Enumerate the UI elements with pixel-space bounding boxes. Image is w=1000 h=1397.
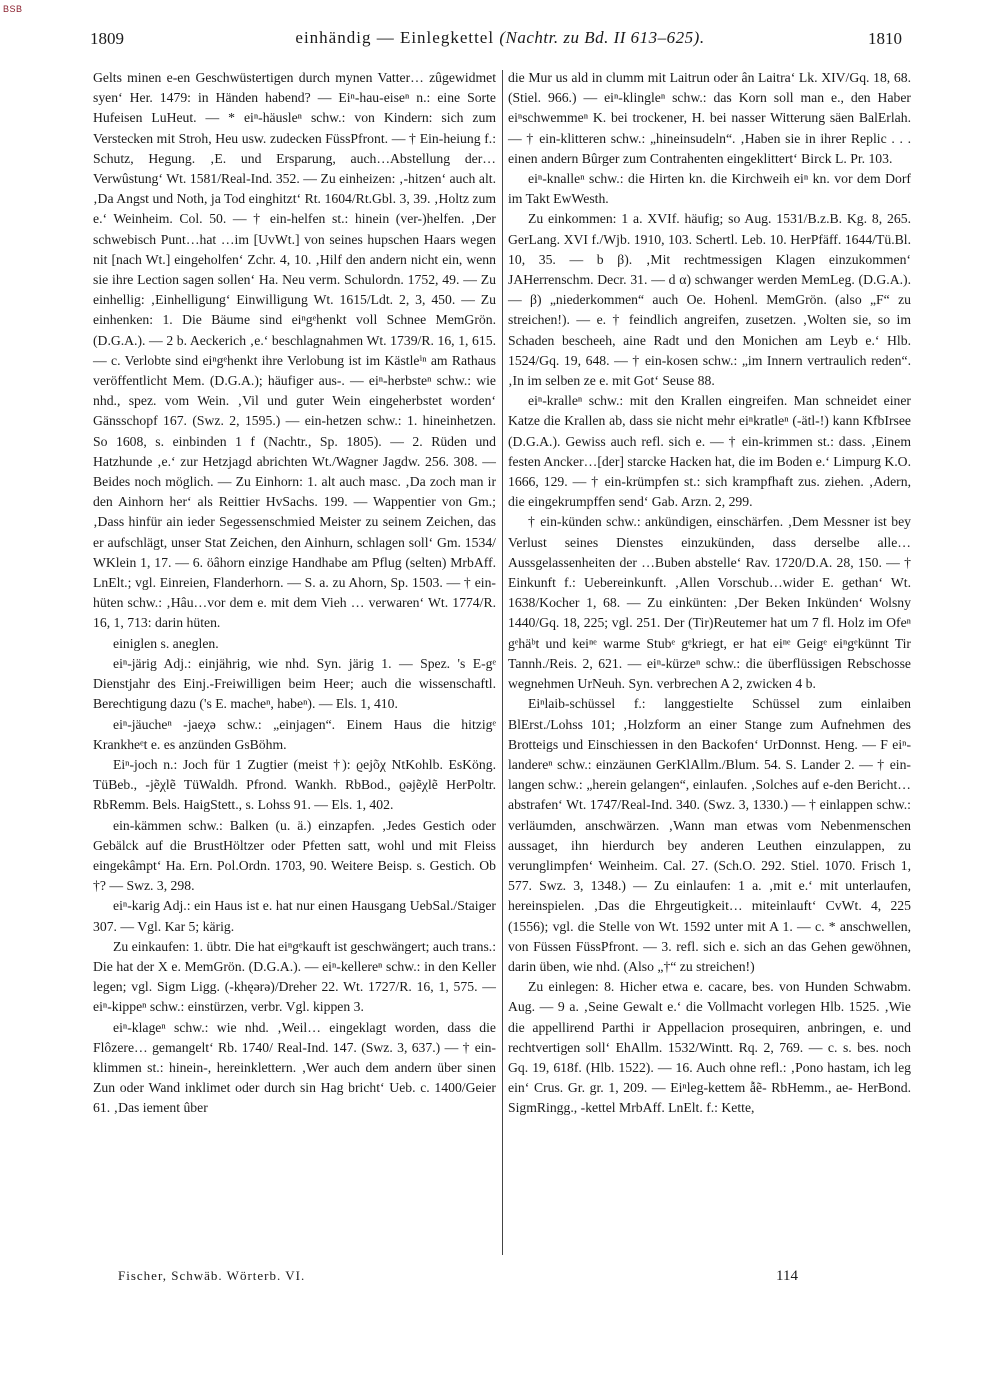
entry-paragraph: eiⁿ-järig Adj.: einjährig, wie nhd. Syn. järig 1. — Spez. 's E-gᵉ Dienstjahr des Einj.-Freiwilligen beim Heer; auch die wissenschaftl. Berechtigung dazu ('s E. macheⁿ, habeⁿ). — Els. 1, 410. xyxy=(93,655,496,712)
entry-paragraph: Eiⁿ-joch n.: Joch für 1 Zugtier (meist †): ϱejõχ NtKohlb. EsKöng. TüBeb., -jẽχlẽ TüWaldh. Pfrond. Wankh. RbBod., ϱəjẽχlẽ HerPoltr. RbRemm. Bels. HaigStett., s. Lohss 91. — Els. 1, 402. xyxy=(93,756,496,813)
right-page-number: 1810 xyxy=(868,29,902,48)
entry-paragraph: ein-kämmen schw.: Balken (u. ä.) einzapfen. ‚Jedes Gestich oder Gebälck auf die BrustHöltzer oder Pfetten satt, wohl und mit Fleiss eingekâmpt‘ Ha. Ern. Pol.Ordn. 1703, 90. Weitere Beisp. s. Gestich. Ob †? — Swz. 3, 298. xyxy=(93,817,496,894)
running-head-main: einhändig — Einlegkettel xyxy=(295,28,495,47)
entry-paragraph: eiⁿ-knalleⁿ schw.: die Hirten kn. die Kirchweih eiⁿ kn. vor dem Dorf im Takt EwWesth. xyxy=(508,171,911,207)
entry-paragraph: eiⁿ-klageⁿ schw.: wie nhd. ‚Weil… eingeklagt worden, dass die Flôzere… gemangelt‘ Rb. 1740/ Real-Ind. 147. (Swz. 3, 637.) — † ein-klimmen st.: hinein-, hereinklettern. ‚Wer auch dem andern über sinen Zun oder Wand inklimet oder durch sin Hag bricht‘ Ueb. c. 1400/Geier 61. ‚Das iement ûber xyxy=(93,1019,496,1116)
entry-paragraph: eiⁿ-jäucheⁿ -jaeχə schw.: „einjagen“. Einem Haus die hitzigᵉ Krankheᵉt e. es anzünden GsBöhm. xyxy=(93,716,496,752)
entry-paragraph: † ein-künden schw.: ankündigen, einschärfen. ‚Dem Messner ist bey Verlust seines Dienstes einzukünden, dass derselbe alle… Aussgelassenheiten der …Buben abstelle‘ Rav. 1720/D.A. 28, 150. — † Einkunft f.: Uebereinkunft. ‚Allen Vorschub…wider E. gethan‘ Wt. 1638/Kocher 1, 68. — Zu einkünten: ‚Der Beken Inkünden‘ Wolsny 1440/Gq. 18, 225; vgl. 251. Der (Tir)Reutemer hat um 7 fl. Holz im Ofeⁿ gᵉhäᵇt und keiⁿᵉ warme Stubᵉ gᵉkriegt, er hat eiⁿᵉ Geigᵉ eiⁿgᵉkünnt Tir Tannh./Reis. 2, 621. — eiⁿ-kürzeⁿ schw.: die überflüssigen Rebschosse wegnehmen UrNeuh. Syn. verbrechen A 2, zwicken 4 b. xyxy=(508,514,911,692)
entry-paragraph: die Mur us ald in clumm mit Laitrun oder ân Laitra‘ Lk. XIV/Gq. 18, 68. (Stiel. 966.) — eiⁿ-klingleⁿ schw.: das Korn soll man e., den Haber eiⁿschwemmeⁿ K. bei trockener, H. bei nasser Witterung säen BalErlah. — † ein-klitteren schw.: „hineinsudeln“. ‚Haben sie in ihrer Replic . . . einen andern Bûrger zum Contrahenten eingeklittert‘ Birck L. Pr. 103. xyxy=(508,70,911,166)
entry-paragraph: Zu einkommen: 1 a. XVIf. häufig; so Aug. 1531/B.z.B. Kg. 8, 265. GerLang. XVI f./Wjb. 1910, 103. Schertl. Leb. 10. HerPfäff. 1644/Tü.Bl. 10, 35. — b β). ‚Mit rechtmessigen Klagen einzukommen‘ JAHerrenschm. Decr. 31. — d α) schwanger werden MemLeg. (D.G.A.). — β) „niederkommen“ auch Oe. Hohenl. MemGrön. (also „F“ zu streichen!). — e. † feindlich angreifen, zusetzen. ‚Wolten sie, so im Schaden bescheeh, aine Radt und den Monichen am Leyb e.‘ Hlb. 1524/Gq. 19, 648. — † ein-kosen schw.: „im Innern vertraulich reden“. ‚In im selben ze e. mit Got‘ Seuse 88. xyxy=(508,211,911,389)
running-head xyxy=(0,28,1000,48)
entry-paragraph: eiⁿ-karig Adj.: ein Haus ist e. hat nur einen Hausgang UebSal./Staiger 307. — Vgl. Kar 5; kärig. xyxy=(93,898,496,934)
left-page-number: 1809 xyxy=(90,29,124,48)
entry-paragraph: einiglen s. aneglen. xyxy=(113,635,219,651)
entry-paragraph: eiⁿ-kralleⁿ schw.: mit den Krallen eingreifen. Man schneidet einer Katze die Krallen ab, dass sie nicht mehr eiⁿkratleⁿ (-ätl-!) kann KfbIrsee (D.G.A.). Gewiss auch refl. sich e. — † ein-krimmen st.: dass. ‚Einem festen Ancker…[der] starcke Hacken hat, die im Boden e.‘ Limpurg K.O. 1666, 129. — † ein-krümpfen st.: sich krampfhaft zus. ziehen. ‚Adern, die eingekrumpffen send‘ Gab. Arzn. 2, 299. xyxy=(508,393,911,510)
right-column xyxy=(508,68,911,1119)
column-divider xyxy=(502,70,503,1255)
footer-sheet-number: 114 xyxy=(776,1268,798,1284)
running-head-italic: (Nachtr. zu Bd. II 613–625). xyxy=(499,28,705,47)
library-stamp: BSB xyxy=(3,4,23,14)
entry-paragraph: Zu einlegen: 8. Hicher etwa e. cacare, bes. von Hunden Schwabm. Aug. — 9 a. ‚Seine Gewalt e.‘ die Vollmacht vorlegen Hlb. 1525. ‚Wie die appellirend Parthi ir Appellacion prosequiren, anbringen, e. und rechtvertigen soll‘ EhAllm. 1532/Wintt. Rq. 2, 769. — c. s. bes. noch Gq. 19, 618f. (Hlb. 1522). — 16. Auch ohne refl.: ‚Pono hastam, ich leg ein‘ Crus. Gr. gr. 1, 209. — Eiⁿleg-kettem ẫẽ- RbHemm., ae- HerBond. SigmRingg., -kettel MrbAff. LnElt. f.: Kette, xyxy=(508,979,911,1116)
left-column xyxy=(93,68,496,1119)
entry-paragraph: Eiⁿlaib-schüssel f.: langgestielte Schüssel zum einlaiben BlErst./Lohss 101; ‚Holzform an einer Stange zum Aufnehmen des Brotteigs und Einschiessen in den Backofen‘ UrDonnst. Heng. — F eiⁿ-landereⁿ schw.: einzäunen GerKlAllm./Blum. 54. S. Lander 2. — † ein-langen schw.: „herein gelangen“, einlaufen. ‚Solches auf e-den Bericht… abstrafen‘ Wt. 1747/Real-Ind. 340. (Swz. 3, 1330.) — † einlappen schw.: verläumden, anschwärzen. ‚Wann man etwas vom Nebenmenschen aussaget, ihn hierdurch bey anderen Leuthen einzulappen, zu verunglimpfen‘ Weinheim. Cal. 27. (Sch.O. 292. Stiel. 1070. Frisch 1, 577. Swz. 3, 1348.) — Zu einlaufen: 1 a. ‚mit e.‘ mit unterlaufen, hereinspielen. ‚Das die Ehrgeutigkeit… miteinlauft‘ CvWt. 4, 225 (1556); vgl. die Stelle von Wt. 1592 unter mit A 1. — c. * anschwellen, von Füssen FüssPfront. — 3. refl. sich e. sich an das Gehen gewöhnen, darin üben, wie nhd. (Also „†“ zu streichen!) xyxy=(508,696,911,974)
entry-paragraph: Zu einkaufen: 1. übtr. Die hat eiⁿgᵉkauft ist geschwängert; auch trans.: Die hat der X e. MemGrön. (D.G.A.). — eiⁿ-kellereⁿ schw.: in den Keller legen; vgl. Sigm Ligg. (-khęərə)/Dreher 22. Wt. 1727/R. 16, 1, 575. — eiⁿ-kippeⁿ schw.: einstürzen, verbr. Vgl. kippen 3. xyxy=(93,938,496,1015)
footer-publication: Fischer, Schwäb. Wörterb. VI. xyxy=(118,1268,306,1283)
entry-paragraph: Gelts minen e-en Geschwüstertigen durch mynen Vatter… zûgewidmet syen‘ Her. 1479: in Händen habend? — Eiⁿ-hau-eiseⁿ n.: eine Sorte Hufeisen LuHeut. — * eiⁿ-häusleⁿ schw.: von Kindern: sich zum Verstecken mit Stroh, Heu usw. zudecken FüssPfront. — † Ein-heiung f.: Schutz, Hegung. ‚E. und Ersparung, auch…Abstellung der…Verwûstung‘ Wt. 1581/Real-Ind. 352. — Zu einheizen: ‚-hitzen‘ auch alt. ‚Da Angst und Noth, ja Tod einghitzt‘ Rt. 1604/Rt.Gbl. 3, 39. ‚Holtz zum e.‘ Weinheim. Col. 50. — † ein-helfen st.: hinein (ver-)helfen. ‚Der schwebisch Punt…hat …im [UvWt.] von seines hupschen Haars wegen nit [nach Wt.] eingeholfen‘ Zchr. 4, 10. ‚Hilf den andern nicht ein, wenn sie ihre Lection sagen sollen‘ Ha. Neu verm. Schulordn. 1752, 49. — Zu einhellig: ‚Einhelligung‘ Einwilligung Wt. 1615/Ldt. 2, 3, 450. — Zu einhenken: 1. Die Bäume sind eiⁿgᵉhenkt voll Schnee MemGrön. (D.G.A.). — 2 b. Aeckerich ‚e.‘ beschlagnahmen Wt. 1739/R. 16, 1, 615. — c. Verlobte sind eiⁿgᵉhenkt ihre Verlobung ist im Kästleⁱⁿ am Rathaus veröffentlicht Mem. (D.G.A.); häufiger aus-. — eiⁿ-herbsteⁿ schw.: wie nhd., spez. vom Wein. ‚Vil und guter Wein eingeherbstet worden‘ Gänsschopf 167. (Swz. 2, 1595.) — ein-hetzen schw.: 1. hineinhetzen. So 1608, s. einbinden 1 f (Nachtr., Sp. 1805). — 2. Rüden und Hatzhunde ‚e.‘ zur Hetzjagd abrichten Wt./Wagner Jagdw. 256. 308. — Beides noch möglich. — Zu Einhorn: 1. alt auch masc. ‚Da zoch man ir den Ainhorn her‘ als Reittier HvSachs. 199. — Wappentier von Gm.; ‚Dass hinfür ain ieder Segessenschmied Meister zu seinem Zeichen, das er aufschlägt, unser Stat Zeichen, den Ainhurn, schlagen soll‘ Gm. 1534/ WKlein 1, 17. — 6. öâhorn einzige Handhabe am Pflug (selten) MrbAff. LnElt.; vgl. Einreien, Flanderhorn. — S. a. zu Ahorn, Sp. 1503. — † ein-hüten schw.: ‚Hâu…vor dem e. mit dem Vieh … verwaren‘ Wt. 1774/R. 16, 1, 713: darin hüten. xyxy=(93,70,496,631)
